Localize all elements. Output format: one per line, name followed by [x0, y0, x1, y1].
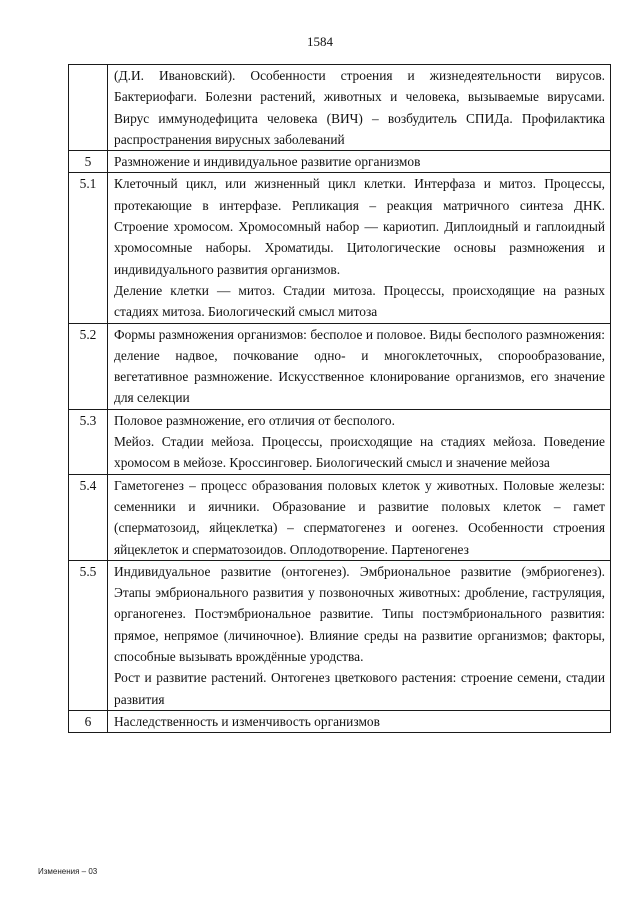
table-row	[69, 474, 611, 560]
table-row	[69, 409, 611, 474]
page-number: 1584	[307, 34, 333, 49]
section-number: 5	[69, 151, 108, 173]
section-content	[108, 323, 611, 409]
content-paragraph: Размножение и индивидуальное развитие организмов	[114, 154, 421, 170]
section-number: 6	[69, 710, 108, 732]
section-content	[108, 173, 611, 323]
section-number: 5.5	[69, 560, 108, 710]
section-content	[108, 409, 611, 474]
section-content	[108, 474, 611, 560]
content-paragraph: Клеточный цикл, или жизненный цикл клетки. Интерфаза и митоз. Процессы, протекающие в интерфазе. Репликация – реакция матричного синтеза ДНК. Строение хромосом. Хромосомный набор — кариотип. Диплоидный и гаплоидный хромосомные наборы. Хроматиды. Цитологические основы размножения и индивидуального развития организмов.	[114, 176, 605, 277]
content-paragraph: Половое размножение, его отличия от бесполого.	[114, 412, 395, 428]
section-number: 5.4	[69, 474, 108, 560]
content-paragraph: Индивидуальное развитие (онтогенез). Эмбриональное развитие (эмбриогенез). Этапы эмбрионального развития у позвоночных животных: дробление, гаструляция, органогенез. Постэмбриональное развитие. Типы постэмбрионального развития: прямое, непрямое (личиночное). Влияние среды на развитие организмов; факторы, способные вызывать врождённые уродства.	[114, 563, 605, 665]
table-row	[69, 65, 611, 151]
table-row	[69, 560, 611, 710]
content-paragraph: Гаметогенез – процесс образования половых клеток у животных. Половые железы: семенники и яичники. Образование и развитие половых клеток – гамет (сперматозоид, яйцеклетка) – сперматогенез и оогенез. Особенности строения яйцеклеток и сперматозоидов. Оплодотворение. Партеногенез	[114, 477, 605, 557]
section-number: 5.3	[69, 409, 108, 474]
content-table	[68, 64, 611, 733]
section-number: 5.2	[69, 323, 108, 409]
table-row	[69, 710, 611, 732]
content-paragraph: Наследственность и изменчивость организмов	[114, 713, 380, 729]
table-row	[69, 151, 611, 173]
content-paragraph: Деление клетки — митоз. Стадии митоза. Процессы, происходящие на разных стадиях митоза. Биологический смысл митоза	[114, 282, 605, 320]
table-row	[69, 323, 611, 409]
table-row	[69, 173, 611, 323]
content-paragraph: Рост и развитие растений. Онтогенез цветкового растения: строение семени, стадии развития	[114, 670, 605, 707]
section-content	[108, 65, 611, 151]
section-content	[108, 151, 611, 173]
section-content	[108, 710, 611, 732]
section-number: 5.1	[69, 173, 108, 323]
footer-note: Изменения – 03	[38, 867, 98, 876]
section-content	[108, 560, 611, 710]
section-number	[69, 65, 108, 151]
content-paragraph: Мейоз. Стадии мейоза. Процессы, происходящие на стадиях мейоза. Поведение хромосом в мейозе. Кроссинговер. Биологический смысл и значение мейоза	[114, 434, 605, 471]
content-paragraph: (Д.И. Ивановский). Особенности строения и жизнедеятельности вирусов. Бактериофаги. Болезни растений, животных и человека, вызываемые вирусами. Вирус иммунодефицита человека (ВИЧ) – возбудитель СПИДа. Профилактика распространения вирусных заболеваний	[114, 68, 605, 147]
content-paragraph: Формы размножения организмов: бесполое и половое. Виды бесполого размножения: деление надвое, почкование одно- и многоклеточных, спорообразование, вегетативное размножение. Искусственное клонирование организмов, его значение для селекции	[114, 326, 605, 406]
